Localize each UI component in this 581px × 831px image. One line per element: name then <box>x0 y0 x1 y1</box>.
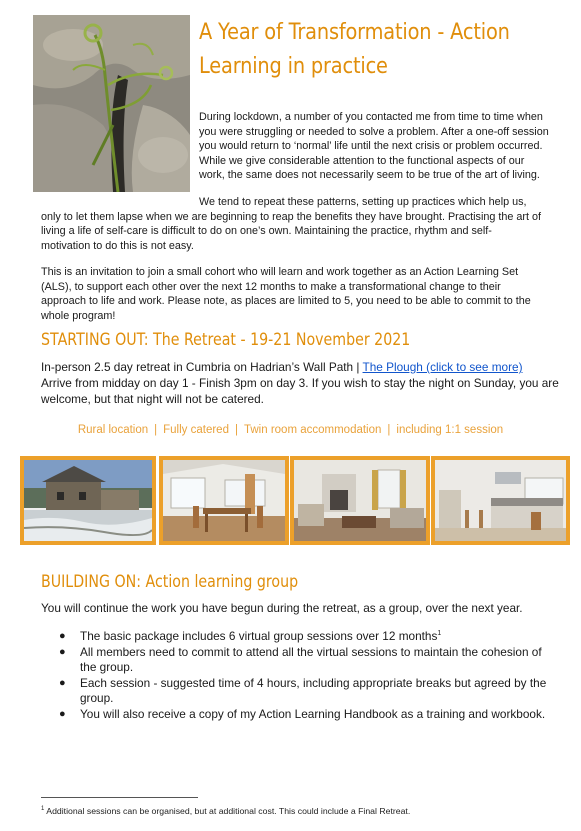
bullet-icon: ● <box>59 630 66 642</box>
footnote-reference[interactable]: 1 <box>437 630 442 638</box>
farmhouse-exterior-photo <box>20 456 156 545</box>
list-item <box>41 707 561 723</box>
footnote-divider <box>41 797 198 798</box>
dining-room-photo <box>159 456 289 545</box>
list-item <box>41 645 561 676</box>
package-bullet-list <box>41 629 561 722</box>
title-line-2: Learning in practice <box>199 54 388 79</box>
bullet-text: Each session - suggested time of 4 hours, including appropriate breaks but agreed by the group. <box>80 675 547 705</box>
footnote-marker: 1 <box>41 806 45 813</box>
retreat-details <box>41 359 561 407</box>
building-on-heading: BUILDING ON: Action learning group <box>41 572 299 591</box>
feature-one-to-one: including 1:1 session <box>396 424 504 436</box>
bullet-icon: ● <box>59 645 66 658</box>
list-item <box>41 629 561 645</box>
bullet-text: You will also receive a copy of my Action Learning Handbook as a training and workbook. <box>80 706 546 721</box>
feature-separator: | <box>234 424 238 436</box>
venue-photo-strip <box>20 456 570 545</box>
feature-rural-location: Rural location <box>77 424 149 436</box>
footnote-text: Additional sessions can be organised, but at additional cost. This could include a Final Retreat. <box>44 806 411 816</box>
retreat-schedule-text: Arrive from midday on day 1 - Finish 3pm on day 3. If you wish to stay the night on Sunday, you are welcome, but that night will not be catered. <box>41 376 559 406</box>
title-line-1: A Year of Transformation - Action <box>199 20 510 45</box>
building-on-intro: You will continue the work you have begun during the retreat, as a group, over the next year. <box>41 601 523 615</box>
bullet-text: The basic package includes 6 virtual group sessions over 12 months <box>80 629 438 643</box>
intro-paragraph-2-rest: let them lapse when we are beginning to reap the benefits they have brought. Practising the art of living a life of self-care is difficult to do on one’s own. Maintaining the practice, rhythm and self-motivation to do this is not easy. <box>41 210 541 252</box>
kitchen-photo <box>431 456 570 545</box>
bullet-text: All members need to commit to attend all the virtual sessions to maintain the cohesion of the group. <box>80 644 542 674</box>
page-title <box>199 16 525 84</box>
starting-out-heading: STARTING OUT: The Retreat - 19-21 November 2021 <box>41 330 411 349</box>
bullet-icon: ● <box>59 707 66 720</box>
intro-paragraph-3: This is an invitation to join a small cohort who will learn and work together as an Action Learning Set (ALS), to support each other over the next 12 months to make a transformational change to their approach to life and work. Please note, as places are limited to 5, you need to be able to commit to the whole program! <box>41 266 531 322</box>
fern-rock-photo <box>33 15 190 192</box>
feature-separator: | <box>387 424 391 436</box>
retreat-location-text: In-person 2.5 day retreat in Cumbria on Hadrian’s Wall Path | <box>41 360 363 374</box>
retreat-features <box>0 424 581 436</box>
intro-paragraph-2 <box>41 195 541 253</box>
feature-fully-catered: Fully catered <box>163 424 229 436</box>
bullet-icon: ● <box>59 676 66 689</box>
feature-separator: | <box>154 424 158 436</box>
living-room-photo <box>290 456 430 545</box>
feature-twin-room: Twin room accommodation <box>243 424 382 436</box>
list-item <box>41 676 561 707</box>
intro-paragraph-1: During lockdown, a number of you contacted me from time to time when you were struggling or needed to solve a problem. After a one-off session you would return to ‘normal’ life until the next crisis or problem occurred. While we give considerable attention to the functional aspects of our work, the same does not necessarily seem to be true of the art of living. <box>199 111 549 181</box>
intro-paragraph-2-first-line: We tend to repeat these patterns, setting up practices which help us, only to <box>41 196 527 223</box>
footnote <box>41 805 561 817</box>
the-plough-link[interactable]: The Plough (click to see more) <box>362 360 523 374</box>
